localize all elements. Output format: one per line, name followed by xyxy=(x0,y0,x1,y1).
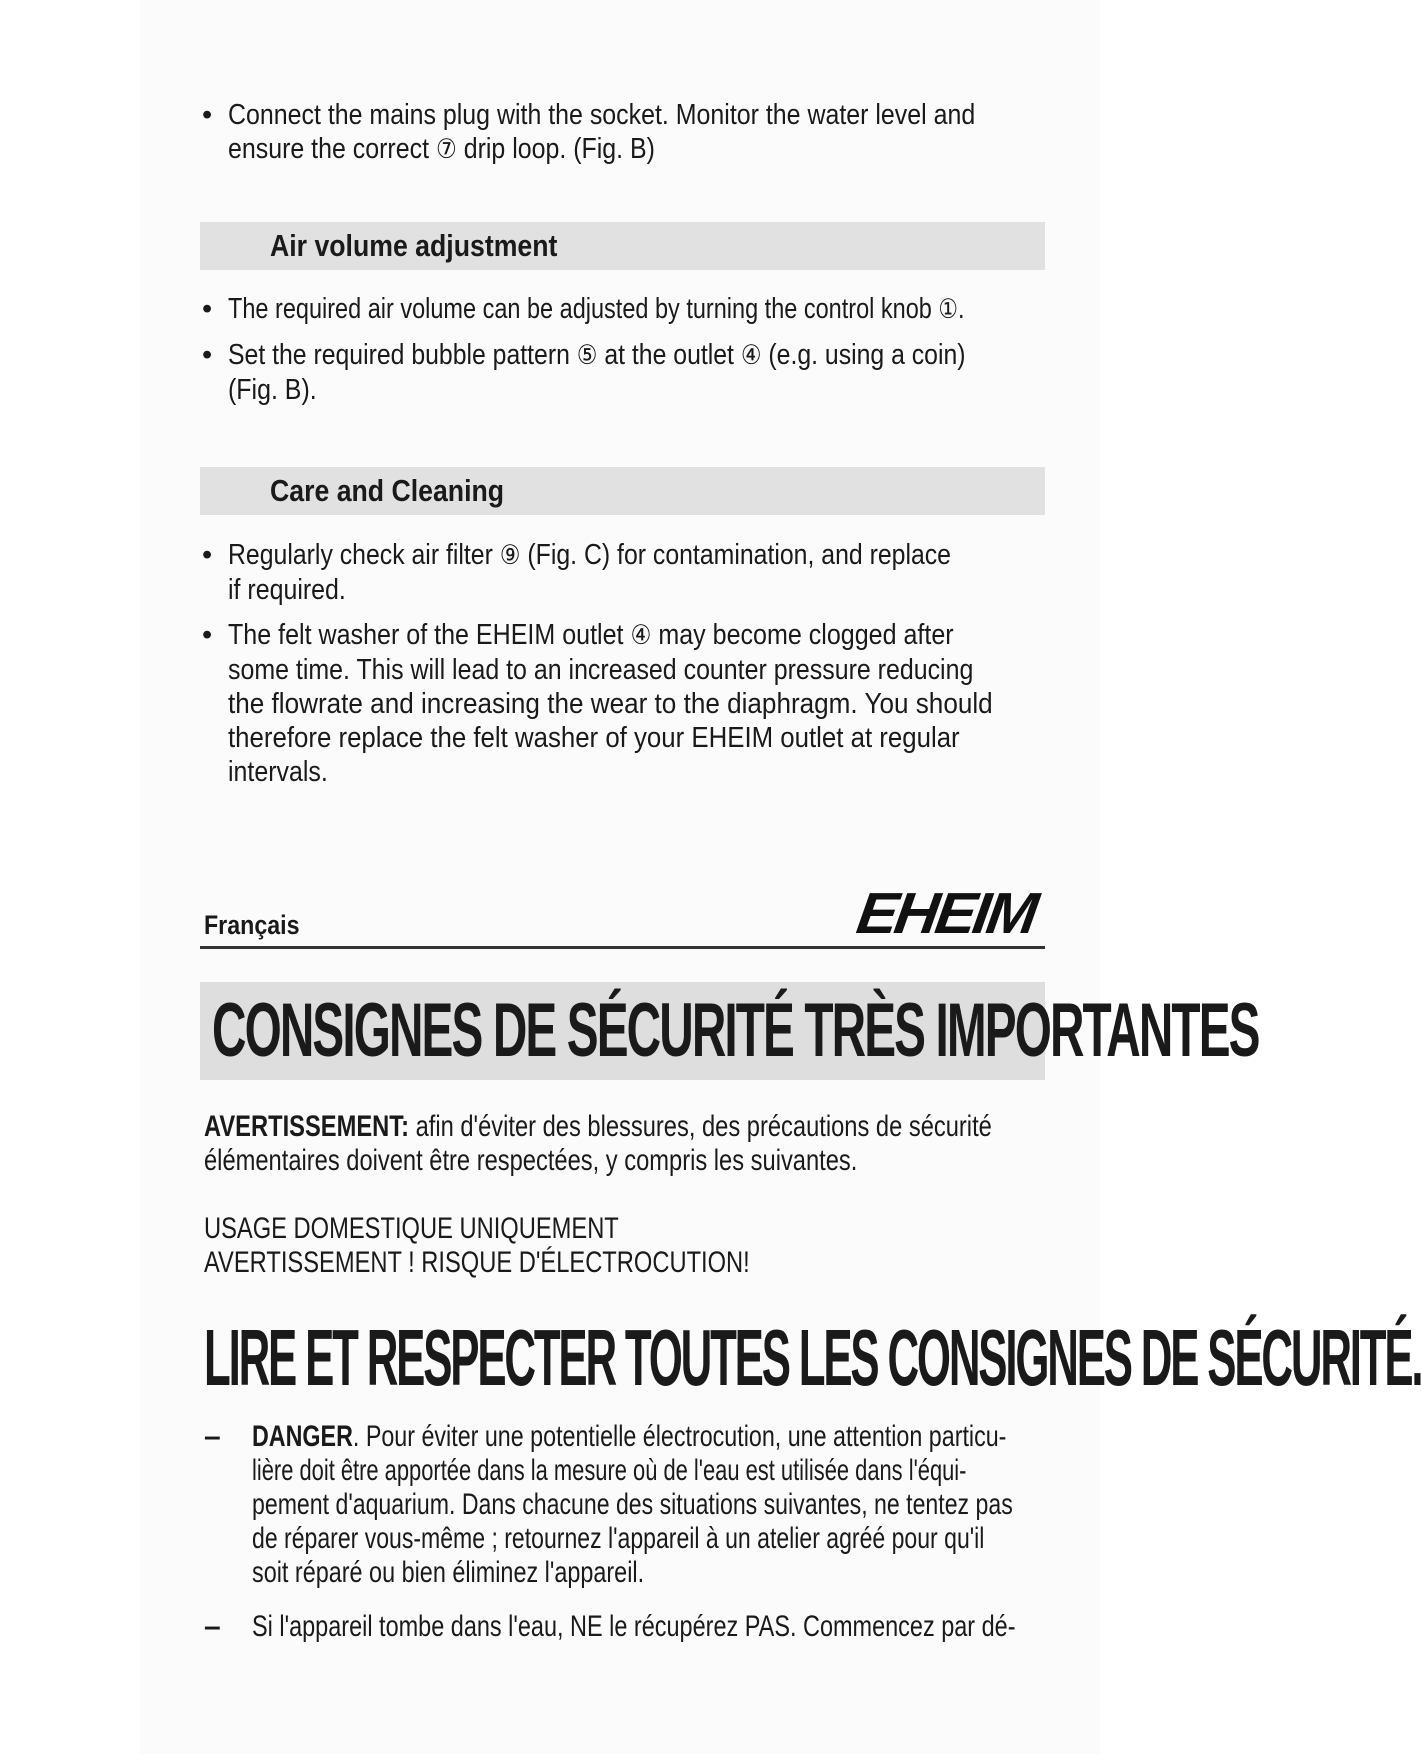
text-span: Si l'appareil tombe dans l'eau, NE le récupérez PAS. Commencez par dé- xyxy=(252,1610,1016,1643)
warning-line xyxy=(204,1110,992,1144)
bullet-line xyxy=(228,338,966,373)
text-span: therefore replace the felt washer of your EHEIM outlet at regular xyxy=(228,722,960,754)
dash-mark: – xyxy=(204,1420,221,1453)
text-span: (Fig. C) for contamination, and replace xyxy=(520,539,951,571)
text-span: The felt washer of the EHEIM outlet xyxy=(228,619,631,651)
item-body xyxy=(252,1610,1228,1644)
danger-line xyxy=(252,1522,1011,1556)
text-span: The required air volume can be adjusted by turning the control knob xyxy=(228,293,939,325)
text-span: at the outlet xyxy=(597,339,741,371)
bullet-line xyxy=(228,292,965,327)
text-span: ensure the correct xyxy=(228,133,436,165)
text-span: the flowrate and increasing the wear to the diaphragm. You should xyxy=(228,688,993,720)
text-span: intervals. xyxy=(228,756,328,788)
danger-label: DANGER xyxy=(252,1420,353,1453)
bullet-line xyxy=(228,132,955,167)
text-span: pement d'aquarium. Dans chacune des situations suivantes, ne tentez pas xyxy=(252,1488,1013,1521)
text-span: AVERTISSEMENT ! RISQUE D'ÉLECTROCUTION! xyxy=(204,1246,750,1279)
text-span: élémentaires doivent être respectées, y compris les suivantes. xyxy=(204,1144,858,1177)
warning-line xyxy=(204,1144,992,1178)
bullet-air-volume xyxy=(200,292,1073,327)
dash-mark: – xyxy=(204,1610,221,1643)
section-title: Care and Cleaning xyxy=(270,473,505,508)
text-span: Regularly check air filter xyxy=(228,539,500,571)
bullet-line xyxy=(228,98,976,132)
bullet-air-filter xyxy=(200,538,1073,607)
header-rule xyxy=(200,946,1045,949)
shock-line xyxy=(204,1246,750,1280)
danger-line xyxy=(252,1488,1013,1522)
danger-line xyxy=(252,1420,1019,1454)
text-span: Set the required bubble pattern xyxy=(228,339,577,371)
danger-line xyxy=(252,1556,1023,1590)
text-span: . Pour éviter une potentielle électrocution, une attention particu- xyxy=(352,1420,1007,1453)
text-span: if required. xyxy=(228,574,346,606)
bullet-line xyxy=(228,618,958,653)
bullet-line xyxy=(228,538,951,573)
section-header-care-cleaning xyxy=(200,467,1045,515)
read-all-heading: LIRE ET RESPECTER TOUTES LES CONSIGNES DE SÉCURITÉ. xyxy=(204,1313,1421,1402)
bullet-line xyxy=(228,721,980,755)
safety-title-bar xyxy=(200,982,1259,1080)
brand-logo: EHEIM xyxy=(852,881,1040,946)
text-span: . xyxy=(957,293,965,325)
section-title: Air volume adjustment xyxy=(270,228,558,263)
text-span: USAGE DOMESTIQUE UNIQUEMENT xyxy=(204,1212,619,1245)
text-span: (e.g. using a coin) xyxy=(761,339,966,371)
callout-7-icon: ⑦ xyxy=(435,134,457,165)
callout-5-icon: ⑤ xyxy=(576,340,598,371)
warning-paragraph xyxy=(204,1110,1201,1178)
text-span: afin d'éviter des blessures, des précautions de sécurité xyxy=(408,1110,992,1143)
bullet-line xyxy=(228,373,955,407)
text-span: may become clogged after xyxy=(651,619,954,651)
text-span: (Fig. B). xyxy=(228,374,317,406)
warning-label: AVERTISSEMENT: xyxy=(204,1110,409,1143)
bullet-connect-mains xyxy=(200,98,1073,167)
text-span: drip loop. (Fig. B) xyxy=(456,133,655,165)
text-span: Connect the mains plug with the socket. Monitor the water level and xyxy=(228,99,976,131)
section-header-air-volume xyxy=(200,222,1045,270)
language-label: Français xyxy=(204,910,300,940)
text-span: soit réparé ou bien éliminez l'appareil. xyxy=(252,1556,645,1589)
callout-9-icon: ⑨ xyxy=(499,540,521,571)
bullet-line xyxy=(228,573,955,607)
bullet-bubble-pattern xyxy=(200,338,1073,407)
bullet-line xyxy=(228,687,993,721)
usage-line xyxy=(204,1212,750,1246)
text-span: some time. This will lead to an increased counter pressure reducing xyxy=(228,654,974,686)
item-line xyxy=(252,1610,1016,1644)
text-span: lière doit être apportée dans la mesure où de l'eau est utilisée dans l'équi- xyxy=(252,1454,967,1487)
danger-body xyxy=(252,1420,1240,1590)
callout-4-icon: ④ xyxy=(740,340,762,371)
danger-line xyxy=(252,1454,973,1488)
bullet-line xyxy=(228,653,974,687)
usage-notice xyxy=(204,1212,895,1280)
bullet-felt-washer xyxy=(200,618,1073,789)
callout-1-icon: ① xyxy=(938,294,958,325)
callout-4-icon: ④ xyxy=(630,620,652,651)
safety-title: CONSIGNES DE SÉCURITÉ TRÈS IMPORTANTES xyxy=(212,988,1259,1073)
bullet-line xyxy=(228,755,955,789)
text-span: de réparer vous-même ; retournez l'appareil à un atelier agréé pour qu'il xyxy=(252,1522,985,1555)
